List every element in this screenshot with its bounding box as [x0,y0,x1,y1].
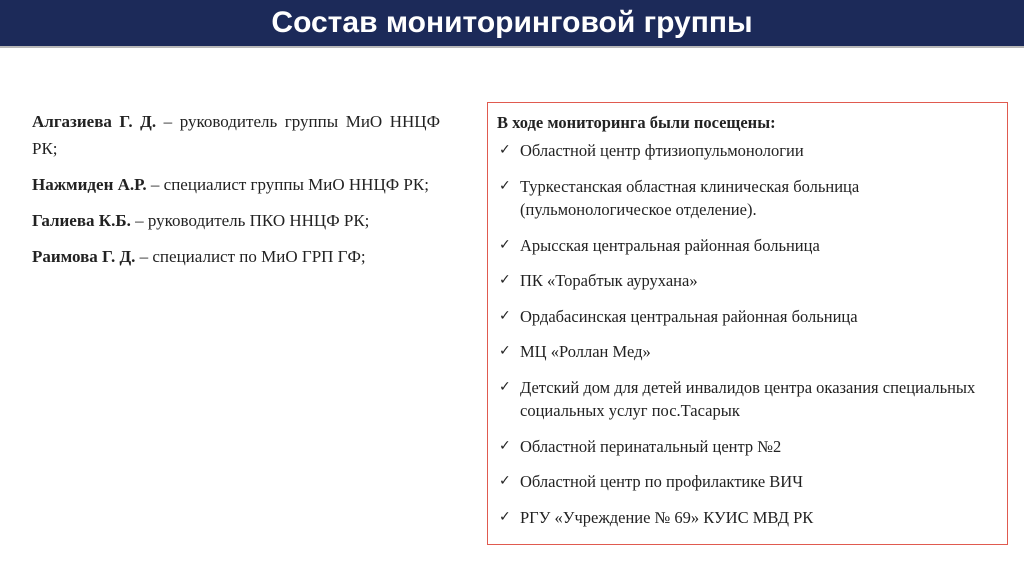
visited-item [497,175,999,222]
check-icon: ✓ [499,473,511,489]
visited-item-label: Областной центр по профилактике ВИЧ [520,472,803,491]
check-icon: ✓ [499,272,511,288]
check-icon: ✓ [499,236,511,253]
visited-item-label: Туркестанская областная клиническая больница (пульмонологическое отделение). [520,176,860,219]
member-role: – специалист группы МиО ННЦФ РК; [146,175,429,194]
visited-item [497,435,999,459]
visited-item [497,506,999,530]
visited-item-label: Областной центр фтизиопульмонологии [520,141,804,160]
visited-item [497,234,999,258]
visited-item [497,376,999,423]
visited-item [497,470,999,494]
visited-list [497,139,999,529]
member-name: Алгазиева Г. Д. [32,112,157,131]
member-item [32,108,440,162]
slide-title: Состав мониторинговой группы [271,6,753,39]
check-icon: ✓ [499,343,511,359]
member-name: Галиева К.Б. [32,211,131,230]
member-role: – специалист по МиО ГРП ГФ; [135,247,366,266]
member-item [32,207,440,234]
member-name: Раимова Г. Д. [32,247,136,266]
visited-item [497,305,999,329]
team-members [32,108,440,279]
visited-item-label: Ордабасинская центральная районная больница [520,306,858,326]
visited-item [497,139,999,163]
visited-item [497,340,999,364]
visited-item-label: ПК «Торабтык аурухана» [520,271,698,290]
visited-item-label: МЦ «Роллан Мед» [520,342,651,361]
visited-item-label: Арысская центральная районная больница [520,235,820,255]
visited-item [497,269,999,293]
member-name: Нажмиден А.Р. [32,175,147,194]
check-icon: ✓ [499,437,511,454]
visited-heading: В ходе мониторинга были посещены: [497,113,776,132]
member-role: – руководитель группы МиО ННЦФ РК; [32,112,441,158]
visited-item-label: Детский дом для детей инвалидов центра оказания специальных социальных услуг пос.Тасарык [520,377,976,420]
check-icon: ✓ [499,142,511,158]
check-icon: ✓ [499,307,511,324]
visited-item-label: Областной перинатальный центр №2 [520,436,782,456]
title-bar [0,0,1024,48]
check-icon: ✓ [499,508,511,525]
member-item [32,171,440,198]
visited-item-label: РГУ «Учреждение № 69» КУИС МВД РК [520,507,814,527]
member-item [32,243,440,270]
visited-facilities-box [487,102,1008,545]
member-role: – руководитель ПКО ННЦФ РК; [130,211,370,230]
check-icon: ✓ [499,177,511,194]
check-icon: ✓ [499,378,511,395]
